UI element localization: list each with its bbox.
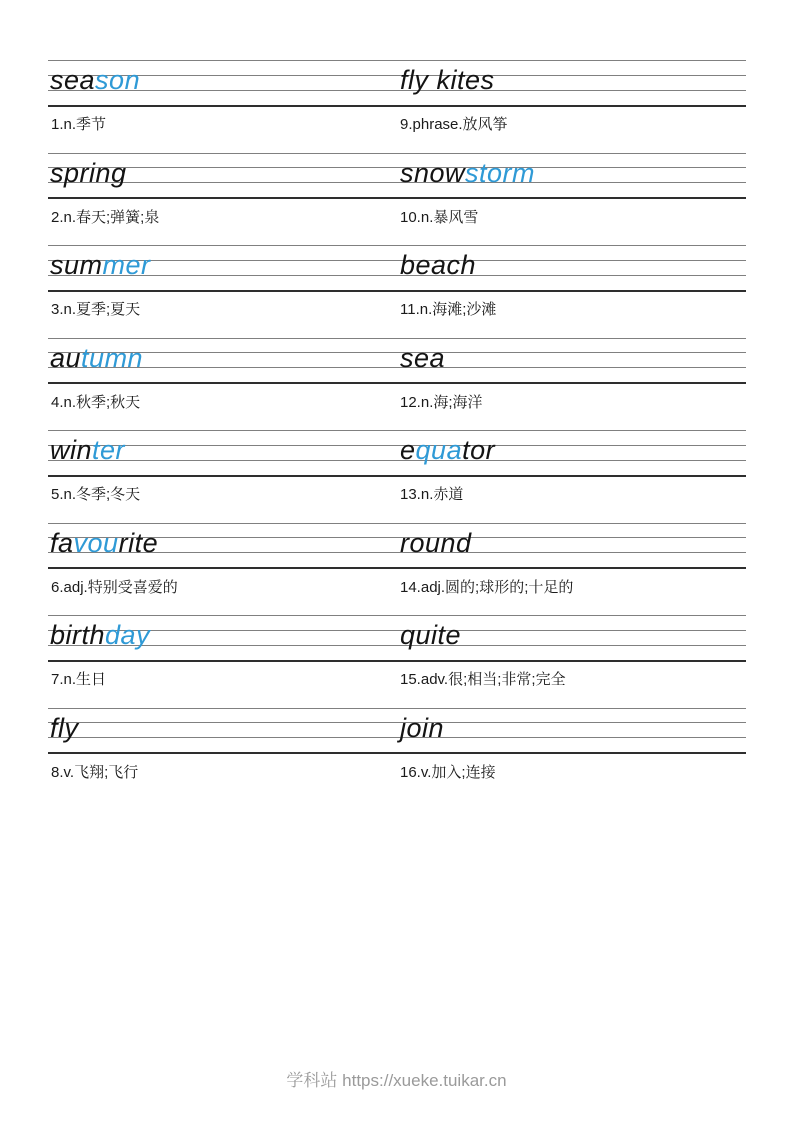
word-segment-black: sea [50,65,96,95]
chinese-definition-left: 5.n.冬季;冬天 [51,486,141,503]
guide-line-bottom [48,752,746,754]
english-word-right [400,252,476,279]
chinese-definition-left: 1.n.季节 [51,116,107,133]
word-segment-black: birth [50,620,106,650]
word-segment-black: e [400,435,416,465]
chinese-definition-right: 12.n.海;海洋 [400,393,483,411]
english-word-left [50,342,144,373]
word-segment-highlight: mer [102,250,151,280]
chinese-definition-right: 11.n.海滩;沙滩 [400,301,497,318]
word-segment-highlight: ter [92,435,126,465]
guide-line-xheight [48,260,746,261]
word-segment-black: spring [50,157,127,188]
english-word-right [400,712,445,743]
guide-line-top [48,338,746,339]
guide-line-xheight [48,630,746,631]
word-segment-highlight: vou [73,527,119,558]
guide-line-bottom [48,105,746,107]
word-segment-black: sum [50,250,103,280]
word-row [48,708,746,801]
chinese-definition-left: 7.n.生日 [51,671,107,688]
english-word-right [400,67,495,94]
english-word-right [400,437,495,464]
word-segment-highlight: qua [415,435,463,465]
guide-line-top [48,153,746,154]
chinese-definition-right: 15.adv.很;相当;非常;完全 [400,671,566,688]
english-word-left [50,527,159,558]
guide-line-bottom [48,290,746,292]
guide-line-xheight [48,167,746,168]
word-segment-highlight: son [95,65,141,95]
english-word-left [50,437,125,464]
chinese-definition-right: 9.phrase.放风筝 [400,116,508,133]
english-word-right [400,622,461,649]
guide-line-base [48,182,746,183]
chinese-definition-left: 2.n.春天;弹簧;泉 [51,208,160,226]
word-row [48,430,746,523]
chinese-definition-left: 8.v.飞翔;飞行 [51,763,139,781]
worksheet-body [48,60,746,800]
word-row [48,338,746,431]
english-word-left [50,622,150,649]
word-row [48,615,746,708]
chinese-definition-right: 10.n.暴风雪 [400,208,479,226]
word-segment-black: snow [400,157,466,188]
word-segment-black: win [50,435,93,465]
chinese-definition-left: 4.n.秋季;秋天 [51,393,141,411]
guide-line-xheight [48,352,746,353]
word-segment-highlight: day [105,620,151,650]
word-segment-black: join [400,712,445,743]
guide-line-base [48,275,746,276]
guide-line-top [48,523,746,524]
english-word-right [400,342,446,373]
guide-line-top [48,708,746,709]
word-segment-black: sea [400,342,446,373]
guide-line-top [48,615,746,616]
guide-line-base [48,737,746,738]
english-word-right [400,157,536,188]
guide-line-base [48,90,746,91]
footer-site-link: 学科站 https://xueke.tuikar.cn [286,1071,507,1090]
word-rows-container [48,60,746,800]
guide-line-bottom [48,660,746,662]
word-segment-highlight: tumn [81,342,144,373]
word-segment-black: beach [400,250,477,280]
word-segment-black: rite [118,527,159,558]
chinese-definition-right: 16.v.加入;连接 [400,763,496,781]
guide-line-bottom [48,382,746,384]
guide-line-top [48,245,746,246]
chinese-definition-right: 13.n.赤道 [400,486,464,503]
guide-line-top [48,60,746,61]
chinese-definition-left: 6.adj.特别受喜爱的 [51,578,178,596]
guide-line-bottom [48,567,746,569]
guide-line-top [48,430,746,431]
word-segment-black: fly [50,712,79,743]
english-word-right [400,527,472,558]
word-segment-black: quite [400,620,462,650]
word-segment-highlight: storm [465,157,536,188]
guide-line-xheight [48,445,746,446]
word-row [48,523,746,616]
word-segment-black: tor [462,435,496,465]
english-word-left [50,157,127,188]
chinese-definition-left: 3.n.夏季;夏天 [51,301,141,318]
word-row [48,245,746,338]
guide-line-base [48,460,746,461]
word-segment-black: fa [50,527,74,558]
chinese-definition-right: 14.adj.圆的;球形的;十足的 [400,578,574,596]
word-row [48,153,746,246]
guide-line-xheight [48,75,746,76]
guide-line-bottom [48,197,746,199]
english-word-left [50,252,151,279]
guide-line-base [48,645,746,646]
guide-line-bottom [48,475,746,477]
word-segment-black: round [400,527,472,558]
word-segment-black: fly kites [400,65,495,95]
english-word-left [50,712,79,743]
english-word-left [50,67,140,94]
guide-line-base [48,367,746,368]
guide-line-xheight [48,722,746,723]
word-row [48,60,746,153]
word-segment-black: au [50,342,82,373]
